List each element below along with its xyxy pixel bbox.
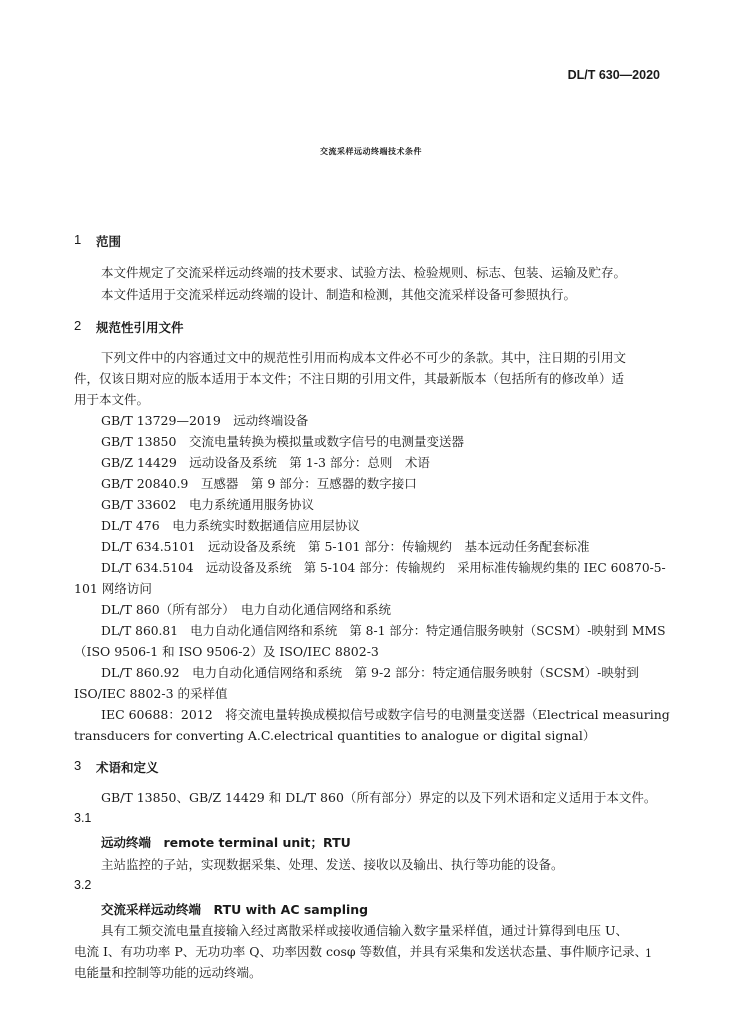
reference-item: GB/Z 14429 远动设备及系统 第 1-3 部分：总则 术语 bbox=[101, 455, 430, 470]
reference-item: DL/T 634.5101 远动设备及系统 第 5-101 部分：传输规约 基本远动任务配套标准 bbox=[101, 539, 590, 554]
section-2-number: 2 bbox=[74, 318, 82, 333]
section-1-para: 本文件适用于交流采样远动终端的设计、制造和检测，其他交流采样设备可参照执行。 bbox=[101, 287, 577, 302]
reference-item: GB/T 33602 电力系统通用服务协议 bbox=[101, 497, 314, 512]
term-name: 交流采样远动终端 RTU with AC sampling bbox=[101, 902, 369, 917]
section-3-intro: GB/T 13850、GB/Z 14429 和 DL/T 860（所有部分）界定的以及下列术语和定义适用于本文件。 bbox=[101, 790, 657, 805]
reference-item: DL/T 860.92 电力自动化通信网络和系统 第 9-2 部分：特定通信服务映射（SCSM）-映射到 bbox=[101, 665, 639, 680]
reference-item-continuation: transducers for converting A.C.electrical quantities to analogue or digital signal） bbox=[74, 728, 596, 743]
section-2-intro-line: 下列文件中的内容通过文中的规范性引用而构成本文件必不可少的条款。其中，注日期的引用文 bbox=[101, 350, 627, 365]
section-3-number: 3 bbox=[74, 758, 82, 773]
reference-item-continuation: （ISO 9506-1 和 ISO 9506-2）及 ISO/IEC 8802-3 bbox=[74, 644, 379, 659]
term-definition: 电流 I、有功功率 P、无功功率 Q、功率因数 cosφ 等数值，并具有采集和发送状态量、事件顺序记录、 bbox=[74, 944, 648, 959]
section-1-title: 范围 bbox=[96, 234, 122, 249]
page-number: 1 bbox=[645, 947, 652, 960]
reference-item: DL/T 860（所有部分） 电力自动化通信网络和系统 bbox=[101, 602, 391, 617]
reference-item: GB/T 20840.9 互感器 第 9 部分：互感器的数字接口 bbox=[101, 476, 417, 491]
term-definition: 具有工频交流电量直接输入经过离散采样或接收通信输入数字量采样值，通过计算得到电压 U、 bbox=[101, 923, 629, 938]
section-2-intro-line: 件，仅该日期对应的版本适用于本文件；不注日期的引用文件，其最新版本（包括所有的修改单）适 bbox=[74, 371, 625, 386]
reference-item: GB/T 13729—2019 远动终端设备 bbox=[101, 413, 309, 428]
reference-item: DL/T 634.5104 远动设备及系统 第 5-104 部分：传输规约 采用标准传输规约集的 IEC 60870-5- bbox=[101, 561, 666, 575]
reference-item-continuation: 101 网络访问 bbox=[74, 581, 152, 596]
term-definition: 主站监控的子站，实现数据采集、处理、发送、接收以及输出、执行等功能的设备。 bbox=[101, 857, 564, 872]
document-code: DL/T 630—2020 bbox=[567, 68, 660, 82]
page-title: 交流采样远动终端技术条件 bbox=[320, 147, 422, 156]
term-name: 远动终端 remote terminal unit；RTU bbox=[101, 835, 351, 850]
reference-item: DL/T 476 电力系统实时数据通信应用层协议 bbox=[101, 518, 360, 533]
section-2-intro-line: 用于本文件。 bbox=[74, 392, 150, 407]
reference-item: GB/T 13850 交流电量转换为模拟量或数字信号的电测量变送器 bbox=[101, 434, 464, 449]
section-2-title: 规范性引用文件 bbox=[96, 320, 184, 335]
term-definition: 电能量和控制等功能的远动终端。 bbox=[74, 965, 262, 980]
section-3-title: 术语和定义 bbox=[96, 760, 159, 775]
reference-item: DL/T 860.81 电力自动化通信网络和系统 第 8-1 部分：特定通信服务映射（SCSM）-映射到 MMS bbox=[101, 624, 666, 638]
section-1-number: 1 bbox=[74, 232, 82, 247]
term-number: 3.2 bbox=[74, 878, 92, 892]
reference-item-continuation: ISO/IEC 8802-3 的采样值 bbox=[74, 686, 228, 701]
reference-item: IEC 60688：2012 将交流电量转换成模拟信号或数字信号的电测量变送器（Electrical measuring bbox=[101, 707, 670, 722]
section-1-para: 本文件规定了交流采样远动终端的技术要求、试验方法、检验规则、标志、包装、运输及贮存。 bbox=[101, 265, 627, 280]
term-number: 3.1 bbox=[74, 811, 92, 825]
